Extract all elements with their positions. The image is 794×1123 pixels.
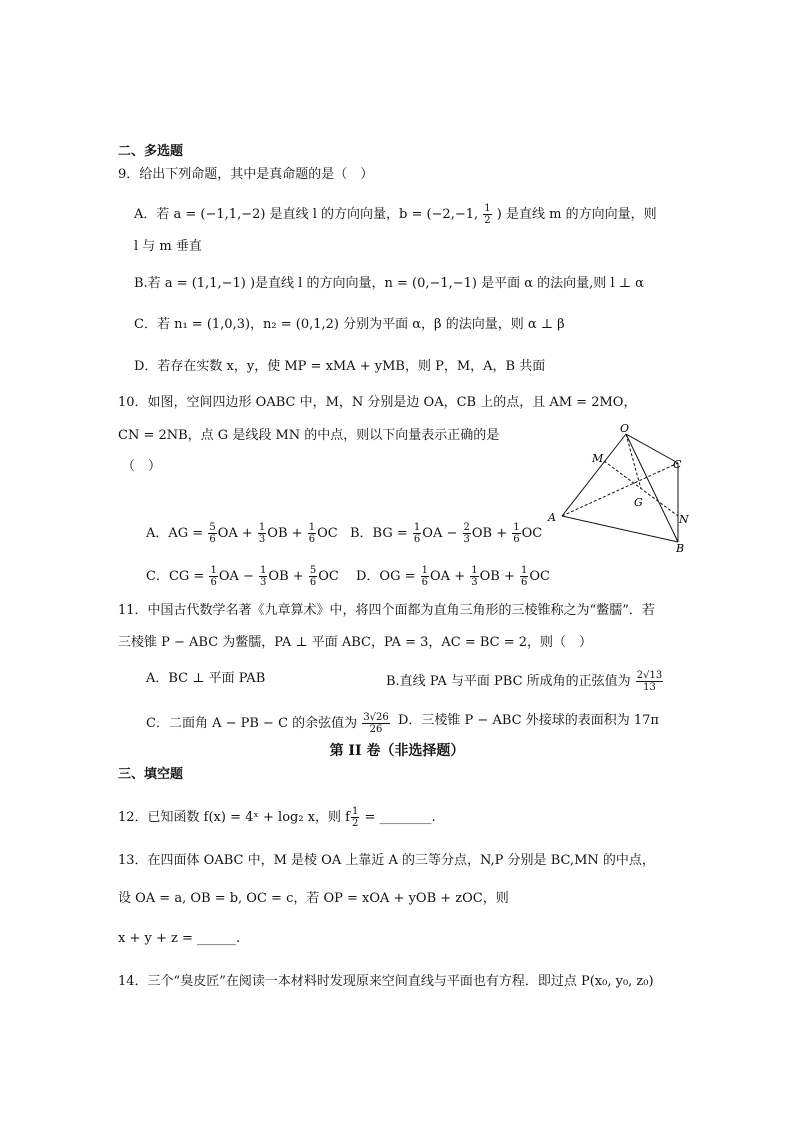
- section-title-fill-blank: 三、填空题: [118, 767, 184, 782]
- part-2-title: 第 II 卷（非选择题）: [329, 743, 465, 759]
- fraction: [470, 565, 478, 588]
- q9-option-c: C．若 n₁ = (1,0,3)，n₂ = (0,1,2) 分别为平面 α，β 的法向量，则 α ⊥ β: [134, 317, 565, 332]
- edge-OC: [626, 434, 678, 463]
- q12-blank: = ________.: [364, 810, 436, 825]
- label-B: B: [676, 542, 685, 555]
- frac-num: 1: [513, 522, 520, 533]
- fraction: [512, 522, 520, 545]
- frac-num: 1: [521, 565, 528, 576]
- label-C: C: [673, 458, 682, 471]
- fraction: [413, 522, 421, 545]
- q9-option-a: [134, 203, 657, 226]
- fraction: [209, 565, 217, 588]
- frac-den: 3: [258, 534, 266, 545]
- frac-num: 1: [258, 522, 266, 533]
- q10-c-term3: OC: [318, 569, 339, 584]
- q11-option-d: D．三棱锥 P − ABC 外接球的表面积为 17π: [398, 713, 659, 728]
- q10-option-b: [350, 522, 542, 545]
- frac-num: 1: [471, 565, 478, 576]
- q10-a-term2: OB +: [267, 526, 303, 541]
- edge-OA: [562, 434, 626, 516]
- frac-num: 1: [260, 565, 267, 576]
- q10-line3: （ ）: [122, 459, 162, 474]
- frac-den: 6: [209, 534, 216, 545]
- frac-num: 5: [209, 522, 216, 533]
- q10-b-term3: OC: [521, 526, 543, 541]
- q9-option-d: D．若存在实数 x，y，使 MP = xMA + yMB，则 P，M，A，B 共面: [134, 359, 546, 374]
- q11-c-text: C．二面角 A − PB − C 的余弦值为: [146, 716, 358, 731]
- frac-num: 2√13: [636, 670, 663, 681]
- q14-line1: 14．三个“臭皮匠”在阅读一本材料时发现原来空间直线与平面也有方程．即过点 P(x₀, y₀, z₀): [118, 974, 654, 989]
- fraction: [362, 712, 389, 735]
- q10-line2: CN = 2NB，点 G 是线段 MN 的中点，则以下向量表示正确的是: [118, 428, 500, 443]
- q10-b-term1: OA −: [422, 526, 458, 541]
- q10-d-term3: OC: [529, 569, 550, 584]
- frac-num: 1: [351, 806, 359, 817]
- q11-option-a: A．BC ⊥ 平面 PAB: [146, 671, 266, 686]
- fraction: [520, 565, 528, 588]
- frac-num: 1: [308, 522, 316, 533]
- q11-line2: 三棱锥 P − ABC 为鳖臑，PA ⊥ 平面 ABC，PA = 3，AC = BC = 2，则（ ）: [118, 635, 593, 650]
- tetrahedron-figure: [540, 420, 700, 560]
- q10-option-d: [356, 565, 550, 588]
- frac-den: 26: [369, 724, 383, 735]
- q10-d-term1: OA +: [430, 569, 466, 584]
- frac-num: 1: [484, 203, 491, 214]
- fraction: [636, 670, 663, 693]
- edge-AC: [562, 463, 678, 516]
- fraction: [309, 565, 317, 588]
- frac-den: 6: [413, 534, 421, 545]
- q13-line1: 13．在四面体 OABC 中，M 是棱 OA 上靠近 A 的三等分点，N,P 分别是 BC,MN 的中点，: [118, 853, 655, 868]
- frac-num: 1: [421, 565, 429, 576]
- q11-line1: 11．中国古代数学名著《九章算术》中，将四个面都为直角三角形的三棱锥称之为“鳖臑”．若: [118, 603, 655, 618]
- q10-line1: 10．如图，空间四边形 OABC 中，M，N 分别是边 OA，CB 上的点，且 AM = 2MO，: [118, 395, 637, 410]
- q12-text: 12．已知函数 f(x) = 4ˣ + log₂ x，则 f: [118, 810, 350, 825]
- frac-num: 1: [210, 565, 217, 576]
- q9-option-a-text2: ) 是直线 m 的方向向量，则: [496, 207, 657, 222]
- frac-den: 6: [521, 577, 528, 588]
- q12: [118, 806, 436, 829]
- q10-c-lhs: C．CG =: [146, 569, 205, 584]
- fraction-half: [351, 806, 359, 829]
- q9-option-a-text1: A．若 a = (−1,1,−2) 是直线 l 的方向向量，b = (−2,−1,: [134, 207, 479, 222]
- edge-OB: [626, 434, 678, 542]
- q10-a-term1: OA +: [217, 526, 253, 541]
- fraction: [421, 565, 429, 588]
- frac-num: 1: [413, 522, 421, 533]
- frac-den: 6: [309, 577, 317, 588]
- q10-d-lhs: D．OG =: [356, 569, 416, 584]
- fraction: [208, 522, 216, 545]
- q9-option-a-cont: l 与 m 垂直: [134, 239, 202, 254]
- fraction-half: [483, 203, 491, 226]
- fraction: [258, 522, 266, 545]
- frac-den: 2: [351, 818, 359, 829]
- q13-line2: 设 OA = a, OB = b, OC = c，若 OP = xOA + yOB + zOC，则: [118, 891, 509, 906]
- q9-option-b: B.若 a = (1,1,−1) )是直线 l 的方向向量，n = (0,−1,−1) 是平面 α 的法向量,则 l ⊥ α: [134, 276, 644, 291]
- fraction: [463, 522, 471, 545]
- frac-den: 3: [463, 534, 470, 545]
- q10-a-lhs: A．AG =: [146, 526, 204, 541]
- frac-den: 3: [471, 577, 478, 588]
- q11-option-b: [386, 670, 664, 693]
- q10-b-term2: OB +: [471, 526, 508, 541]
- label-G: G: [634, 496, 643, 509]
- frac-num: 3√26: [363, 712, 389, 723]
- q10-b-lhs: B．BG =: [350, 526, 408, 541]
- q11-b-text: B.直线 PA 与平面 PBC 所成角的正弦值为: [386, 674, 631, 689]
- frac-den: 6: [421, 577, 429, 588]
- frac-num: 5: [309, 565, 317, 576]
- frac-den: 3: [260, 577, 267, 588]
- fraction: [259, 565, 267, 588]
- frac-num: 2: [463, 522, 470, 533]
- edge-AB: [562, 516, 678, 542]
- frac-den: 2: [484, 215, 491, 226]
- q10-c-term2: OB +: [268, 569, 304, 584]
- q10-a-term3: OC: [317, 526, 338, 541]
- q9-stem: 9．给出下列命题，其中是真命题的是（ ）: [118, 167, 374, 182]
- label-N: N: [679, 513, 689, 526]
- label-O: O: [620, 422, 630, 435]
- label-A: A: [548, 511, 556, 524]
- q11-option-c: [146, 712, 391, 735]
- frac-den: 6: [210, 577, 217, 588]
- frac-den: 6: [308, 534, 316, 545]
- q10-c-term1: OA −: [218, 569, 254, 584]
- q10-option-c: [146, 565, 339, 588]
- q10-d-term2: OB +: [479, 569, 515, 584]
- q13-line3: x + y + z = ______.: [118, 931, 241, 946]
- fraction: [308, 522, 316, 545]
- q10-option-a: [146, 522, 338, 545]
- frac-den: 6: [513, 534, 520, 545]
- frac-den: 13: [643, 682, 656, 693]
- section-title-multiple-choice: 二、多选题: [118, 144, 184, 159]
- label-M: M: [592, 452, 604, 465]
